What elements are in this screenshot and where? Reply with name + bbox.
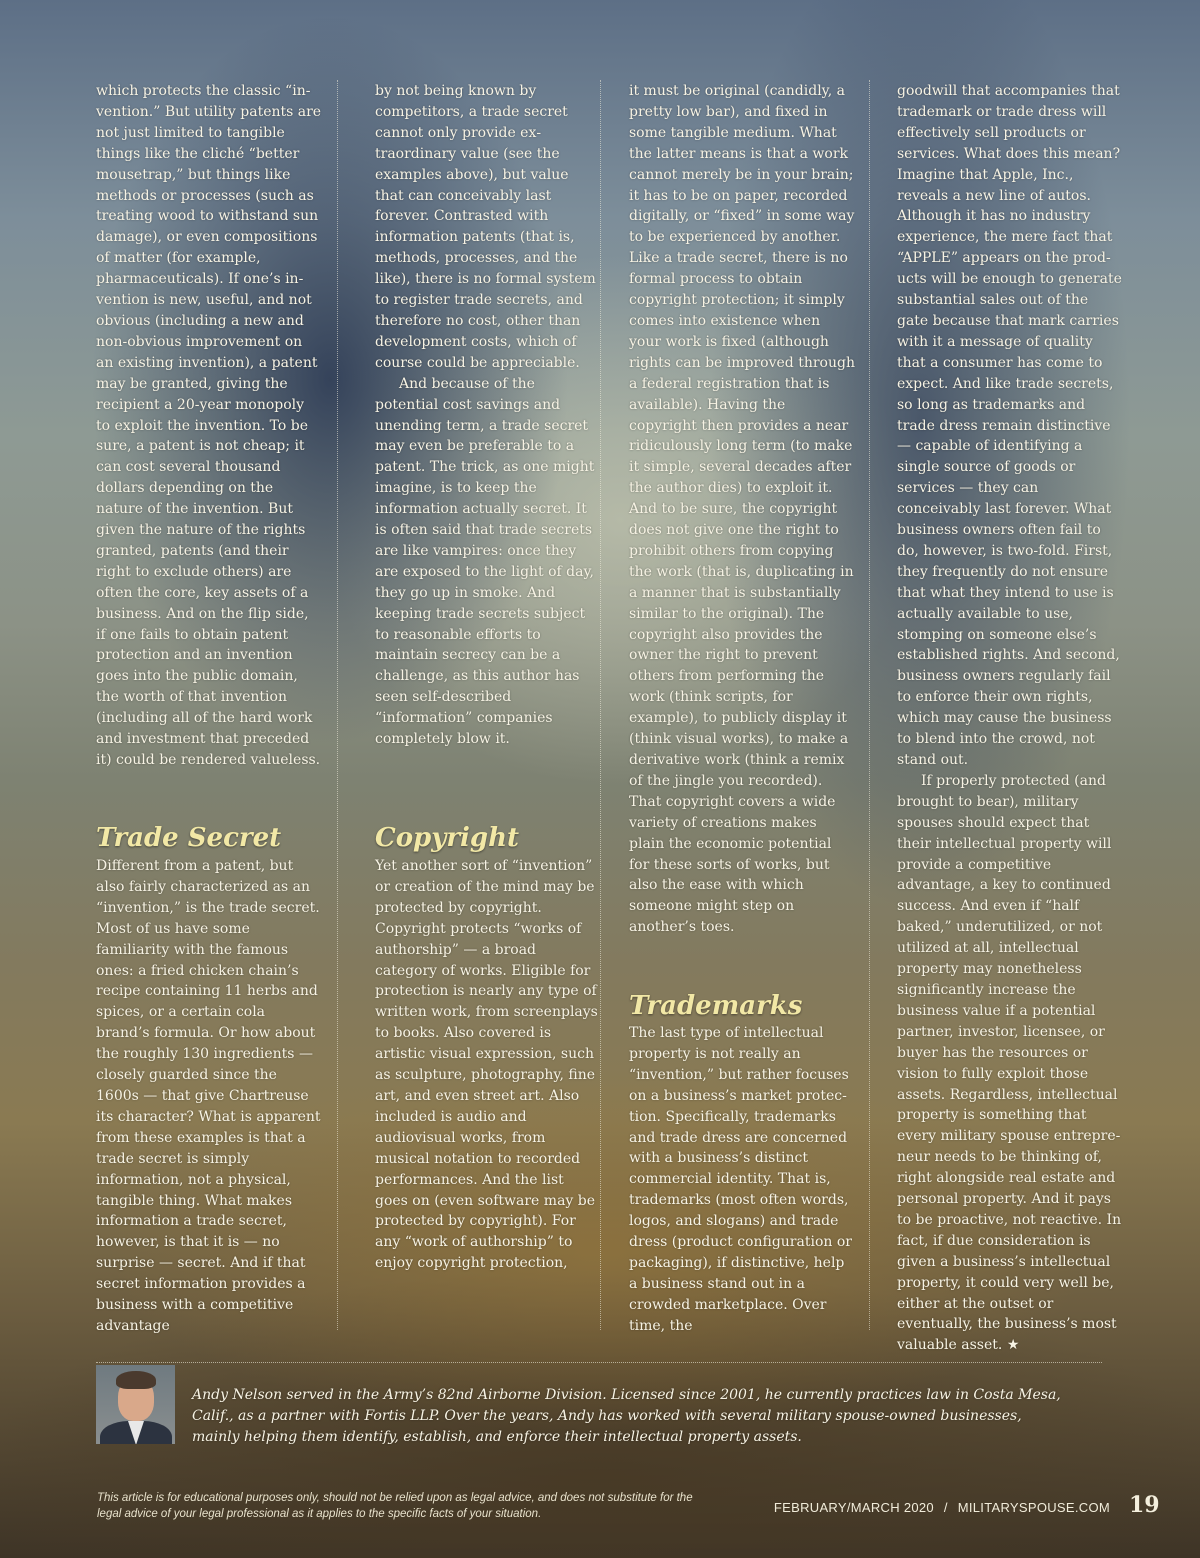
col4-para-1: goodwill that accompanies that trademark or trade dress will effectively sell products or services. What does this mean? Imagine that Apple, Inc., reveals a new line of autos. Although it has no industry experience, the mere fact that “APPLE” appears on the products will be enough to generate substantial sales out of the gate because that mark carries with it a message of quality that a consumer has come to expect. And like trade secrets, so long as trademarks and trade dress remain distinctive — capable of identifying a single source of goods or services — they can conceivably last forever. What business owners often fail to do, however, is two-fold. First, they frequently do not ensure that what they intend to use is actually available to use, stomping on someone else’s established rights. And second, business owners regularly fail to enforce their own rights, which may cause the business to blend into the crowd, not stand out. (897, 83, 1122, 768)
page-number: 19 (1129, 1492, 1160, 1518)
column-3-trademarks (629, 1023, 855, 1337)
heading-copyright: Copyright (375, 823, 519, 853)
col2-para-3: Yet another sort of “invention” or creation of the mind may be protected by copyright. Copyright protects “works of authorship” — a broad category of works. Eligible for protection is nearly any type of written work, from screenplays to books. Also covered is artistic visual expression, such as sculpture, photography, fine art, and even street art. Also included is audio and audiovisual works, from musical notation to recorded performances. And the list goes on (even software may be protected by copyright). For any “work of authorship” to enjoy copyright protection, (375, 858, 598, 1272)
col4-para-2 (897, 771, 1123, 1356)
author-bio: Andy Nelson served in the Army’s 82nd Airborne Division. Licensed since 2001, he currently practices law in Costa Mesa, Calif., as a partner with Fortis LLP. Over the years, Andy has worked with several military spouse-owned businesses, mainly helping them identify, establish, and enforce their intellectual property assets. (192, 1387, 1061, 1445)
col3-para-1: it must be original (candidly, a pretty low bar), and fixed in some tangible medium. What the latter means is that a work cannot merely be in your brain; it has to be on paper, recorded digitally, or “fixed” in some way to be experienced by another. Like a trade secret, there is no formal process to obtain copyright protection; it simply comes into existence when your work is fixed (although rights can be improved through a federal registration that is available). Having the copyright then provides a near ridiculously long term (to make it simple, several decades after the author dies) to exploit it. And to be sure, the copyright does not give one the right to prohibit others from copying the work (that is, duplicating in a manner that is substantially similar to the original). The copyright also provides the owner the right to prevent others from performing the work (think scripts, for example), to publicly display it (think visual works), to make a derivative work (think a remix of the jingle you recorded). That copyright covers a wide variety of creations makes plain the economic potential for these sorts of works, but also the ease with which someone might step on another’s toes. (629, 83, 855, 936)
heading-trade-secret: Trade Secret (96, 823, 282, 853)
column-divider (337, 80, 338, 1330)
end-star-icon: ★ (1006, 1337, 1020, 1354)
column-3 (629, 81, 855, 938)
col3-para-2: The last type of intellectual property is not really an “invention,” but rather focuses on a business’s market protection. Specifically, trademarks and trade dress are concerned with a business’s distinct commercial identity. That is, trademarks (most often words, logos, and slogans) and trade dress (product configuration or packaging), if distinctive, help a business stand out in a crowded marketplace. Over time, the (629, 1025, 852, 1334)
heading-trademarks: Trademarks (629, 991, 803, 1021)
column-1 (96, 81, 322, 771)
disclaimer: This article is for educational purposes only, should not be relied upon as legal advice, and does not substitute for the legal advice of your legal professional as it applies to the specific facts of your situation. (97, 1492, 693, 1520)
col2-para-2: And because of the potential cost savings and unending term, a trade secret may even be preferable to a patent. The trick, as one might imagine, is to keep the information actually secret. It is often said that trade secrets are like vampires: once they are exposed to the light of day, they go up in smoke. And keeping trade secrets subject to reasonable efforts to maintain secrecy can be a challenge, as this author has seen self-described “information” companies completely blow it. (375, 375, 595, 748)
bio-divider (96, 1362, 1102, 1363)
col1-para-1: which protects the classic “invention.” But utility patents are not just limited to tangible things like the cliché “better mousetrap,” but things like methods or processes (such as treating wood to withstand sun damage), or even compositions of matter (for example, pharmaceuticals). If one’s invention is new, useful, and not obvious (including a new and non-obvious improvement on an existing invention), a patent may be granted, giving the recipient a 20-year monopoly to exploit the invention. To be sure, a patent is not cheap; it can cost several thousand dollars depending on the nature of the invention. But given the nature of the rights granted, patents (and their right to exclude others) are often the core, key assets of a business. And on the flip side, if one fails to obtain patent protection and an invention goes into the public domain, the worth of that invention (including all of the hard work and investment that preceded it) could be rendered valueless. (96, 83, 322, 768)
footer-separator: / (943, 1500, 948, 1515)
column-2-copyright (375, 856, 601, 1274)
column-1-trade-secret (96, 856, 322, 1337)
column-divider (869, 80, 870, 1330)
site-name: MILITARYSPOUSE.COM (957, 1500, 1110, 1515)
col2-para-1: by not being known by competitors, a trade secret cannot only provide extraordinary value (see the examples above), but value that can conceivably last forever. Contrasted with information patents (that is, methods, processes, and the like), there is no formal system to register trade secrets, and therefore no cost, other than development costs, which of course could be appreciable. (375, 83, 596, 371)
col1-para-2: Different from a patent, but also fairly characterized as an “invention,” is the trade secret. Most of us have some familiarity with the famous ones: a fried chicken chain’s recipe containing 11 herbs and spices, or a certain cola brand’s formula. Or how about the roughly 130 ingredients — closely guarded since the 1600s — that give Chartreuse its character? What is apparent from these examples is that a trade secret is simply information, not a physical, tangible thing. What makes information a trade secret, however, is that it is — no surprise — secret. And if that secret information provides a business with a competitive advantage (96, 858, 321, 1334)
author-photo (96, 1365, 175, 1444)
column-divider (600, 80, 601, 1330)
column-4 (897, 81, 1123, 1356)
column-2 (375, 81, 601, 750)
issue-date: FEBRUARY/MARCH 2020 (773, 1500, 934, 1515)
col4-para-2-text: If properly protected (and brought to bear), military spouses should expect that their intellectual property will provide a competitive advantage, a key to continued success. And even if “half baked,” underutilized, or not utilized at all, intellectual property may nonetheless significantly increase the business value if a potential partner, investor, licensee, or buyer has the resources or vision to fully exploit those assets. Regardless, intellectual property is something that every military spouse entrepreneur needs to be thinking of, right alongside real estate and personal property. And it pays to be proactive, not reactive. In fact, if due consideration is given a business’s intellectual property, it could very well be, either at the outset or eventually, the business’s most valuable asset. (897, 772, 1122, 1354)
footer-credit (774, 1500, 1110, 1515)
